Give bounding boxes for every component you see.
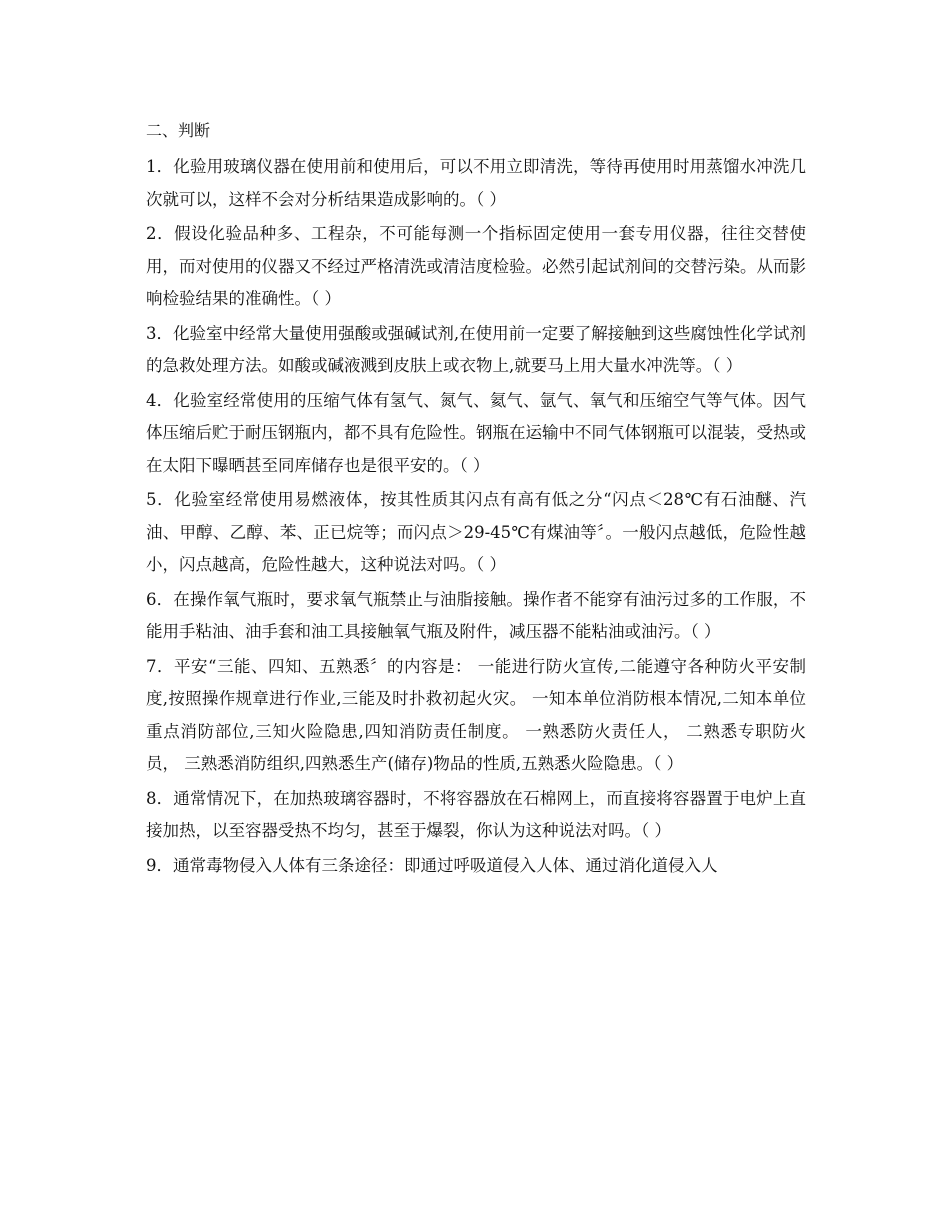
- question-3: 3．化验室中经常大量使用强酸或强碱试剂,在使用前一定要了解接触到这些腐蚀性化学试剂的急救处理方法。如酸或碱液溅到皮肤上或衣物上,就要马上用大量水冲洗等。（ ）: [146, 323, 806, 375]
- question-9: 9．通常毒物侵入人体有三条途径：即通过呼吸道侵入人体、通过消化道侵入人: [146, 855, 718, 875]
- question-2: 2．假设化验品种多、工程杂，不可能每测一个指标固定使用一套专用仪器，往往交替使用，而对使用的仪器又不经过严格清洗或清洁度检验。必然引起试剂间的交替污染。从而影响检验结果的准确性。（ ）: [146, 224, 806, 308]
- question-4: 4．化验室经常使用的压缩气体有氢气、氮气、氦气、氩气、氧气和压缩空气等气体。因气体压缩后贮于耐压钢瓶内，都不具有危险性。钢瓶在运输中不同气体钢瓶可以混装，受热或在太阳下曝晒甚至同库储存也是很平安的。（ ）: [146, 390, 806, 475]
- document-page: [146, 117, 806, 884]
- section-title: 二、判断: [146, 121, 211, 140]
- question-7: 7．平安“三能、四知、五熟悉〞的内容是： 一能进行防火宣传,二能遵守各种防火平安制度,按照操作规章进行作业,三能及时扑救初起火灾。 一知本单位消防根本情况,二知本单位重点消防部位,三知火险隐患,四知消防责任制度。 一熟悉防火责任人， 二熟悉专职防火员， 三熟悉消防组织,四熟悉生产(储存)物品的性质,五熟悉火险隐患。（ ）: [146, 656, 806, 773]
- question-6: 6．在操作氧气瓶时，要求氧气瓶禁止与油脂接触。操作者不能穿有油污过多的工作服，不能用手粘油、油手套和油工具接触氧气瓶及附件，减压器不能粘油或油污。（ ）: [146, 589, 806, 641]
- question-5: 5．化验室经常使用易燃液体，按其性质其闪点有高有低之分“闪点＜28℃有石油醚、汽油、甲醇、乙醇、苯、正已烷等；而闪点＞29-45℃有煤油等〞。一般闪点越低，危险性越小，闪点越高，危险性越大，这种说法对吗。（ ）: [146, 490, 806, 574]
- question-1: 1．化验用玻璃仪器在使用前和使用后，可以不用立即清洗，等待再使用时用蒸馏水冲洗几次就可以，这样不会对分析结果造成影响的。（ ）: [146, 157, 806, 209]
- question-8: 8．通常情况下，在加热玻璃容器时，不将容器放在石棉网上，而直接将容器置于电炉上直接加热，以至容器受热不均匀，甚至于爆裂，你认为这种说法对吗。（ ）: [146, 788, 806, 840]
